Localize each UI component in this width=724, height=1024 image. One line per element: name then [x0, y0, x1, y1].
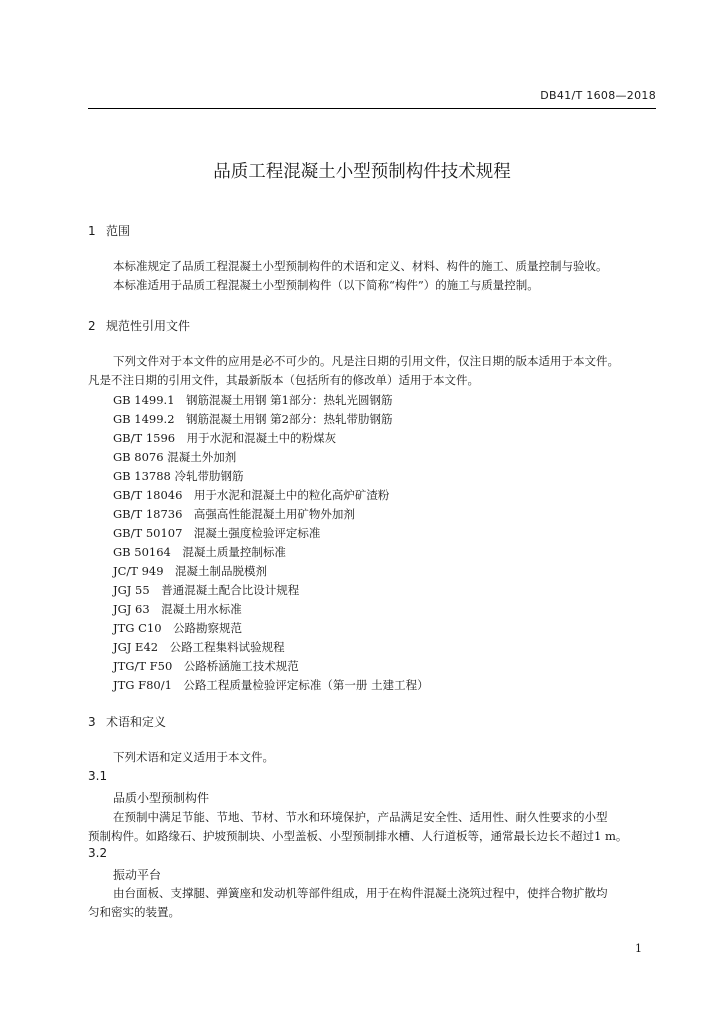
reference-item: GB 1499.2 钢筋混凝土用钢 第2部分：热轧带肋钢筋	[113, 412, 393, 426]
section-1-paragraph: 本标准适用于品质工程混凝土小型预制构件（以下简称“构件”）的施工与质量控制。	[113, 278, 539, 292]
term-definition: 预制构件。如路缘石、护坡预制块、小型盖板、小型预制排水槽、人行道板等，通常最长边长不超过1 m。	[88, 829, 628, 843]
section-2-intro: 凡是不注日期的引用文件，其最新版本（包括所有的修改单）适用于本文件。	[88, 373, 479, 387]
standard-code: DB41/T 1608—2018	[540, 89, 656, 102]
section-number: 2	[88, 319, 96, 333]
reference-item: JTG F80/1 公路工程质量检验评定标准（第一册 土建工程）	[113, 678, 429, 692]
section-2-heading	[88, 317, 190, 334]
term-name: 振动平台	[113, 868, 162, 882]
section-1-paragraph: 本标准规定了品质工程混凝土小型预制构件的术语和定义、材料、构件的施工、质量控制与验收。	[113, 259, 608, 273]
reference-item: GB/T 1596 用于水泥和混凝土中的粉煤灰	[113, 431, 337, 445]
section-title: 规范性引用文件	[106, 319, 191, 333]
section-title: 术语和定义	[106, 715, 167, 729]
reference-item: JTG C10 公路勘察规范	[113, 621, 243, 635]
reference-item: GB/T 50107 混凝土强度检验评定标准	[113, 526, 321, 540]
reference-item: GB 50164 混凝土质量控制标准	[113, 545, 286, 559]
term-name: 品质小型预制构件	[113, 791, 210, 805]
section-title: 范围	[106, 224, 131, 238]
reference-item: JGJ E42 公路工程集料试验规程	[113, 640, 285, 654]
reference-item: JC/T 949 混凝土制品脱模剂	[113, 564, 268, 578]
term-definition: 由台面板、支撑腿、弹簧座和发动机等部件组成，用于在构件混凝土浇筑过程中，使拌合物扩散均	[113, 886, 608, 900]
reference-item: JGJ 63 混凝土用水标准	[113, 602, 242, 616]
reference-item: GB 8076 混凝土外加剂	[113, 450, 237, 464]
term-definition: 匀和密实的装置。	[88, 905, 180, 919]
reference-item: GB 1499.1 钢筋混凝土用钢 第1部分：热轧光圆钢筋	[113, 393, 393, 407]
term-definition: 在预制中满足节能、节地、节材、节水和环境保护，产品满足安全性、适用性、耐久性要求的小型	[113, 810, 608, 824]
section-1-heading	[88, 222, 130, 239]
reference-item: GB/T 18046 用于水泥和混凝土中的粒化高炉矿渣粉	[113, 488, 390, 502]
section-number: 1	[88, 224, 96, 238]
reference-item: JGJ 55 普通混凝土配合比设计规程	[113, 583, 300, 597]
section-number: 3	[88, 715, 96, 729]
term-number: 3.2	[88, 846, 108, 860]
reference-item: GB 13788 冷轧带肋钢筋	[113, 469, 244, 483]
reference-item: GB/T 18736 高强高性能混凝土用矿物外加剂	[113, 507, 355, 521]
reference-item: JTG/T F50 公路桥涵施工技术规范	[113, 659, 299, 673]
page-number: 1	[635, 942, 642, 955]
section-2-intro: 下列文件对于本文件的应用是必不可少的。凡是注日期的引用文件，仅注日期的版本适用于本文件。	[113, 354, 619, 368]
term-number: 3.1	[88, 769, 108, 783]
section-3-intro: 下列术语和定义适用于本文件。	[113, 750, 274, 764]
document-title: 品质工程混凝土小型预制构件技术规程	[213, 162, 511, 182]
header-rule	[88, 108, 656, 109]
section-3-heading	[88, 713, 166, 730]
